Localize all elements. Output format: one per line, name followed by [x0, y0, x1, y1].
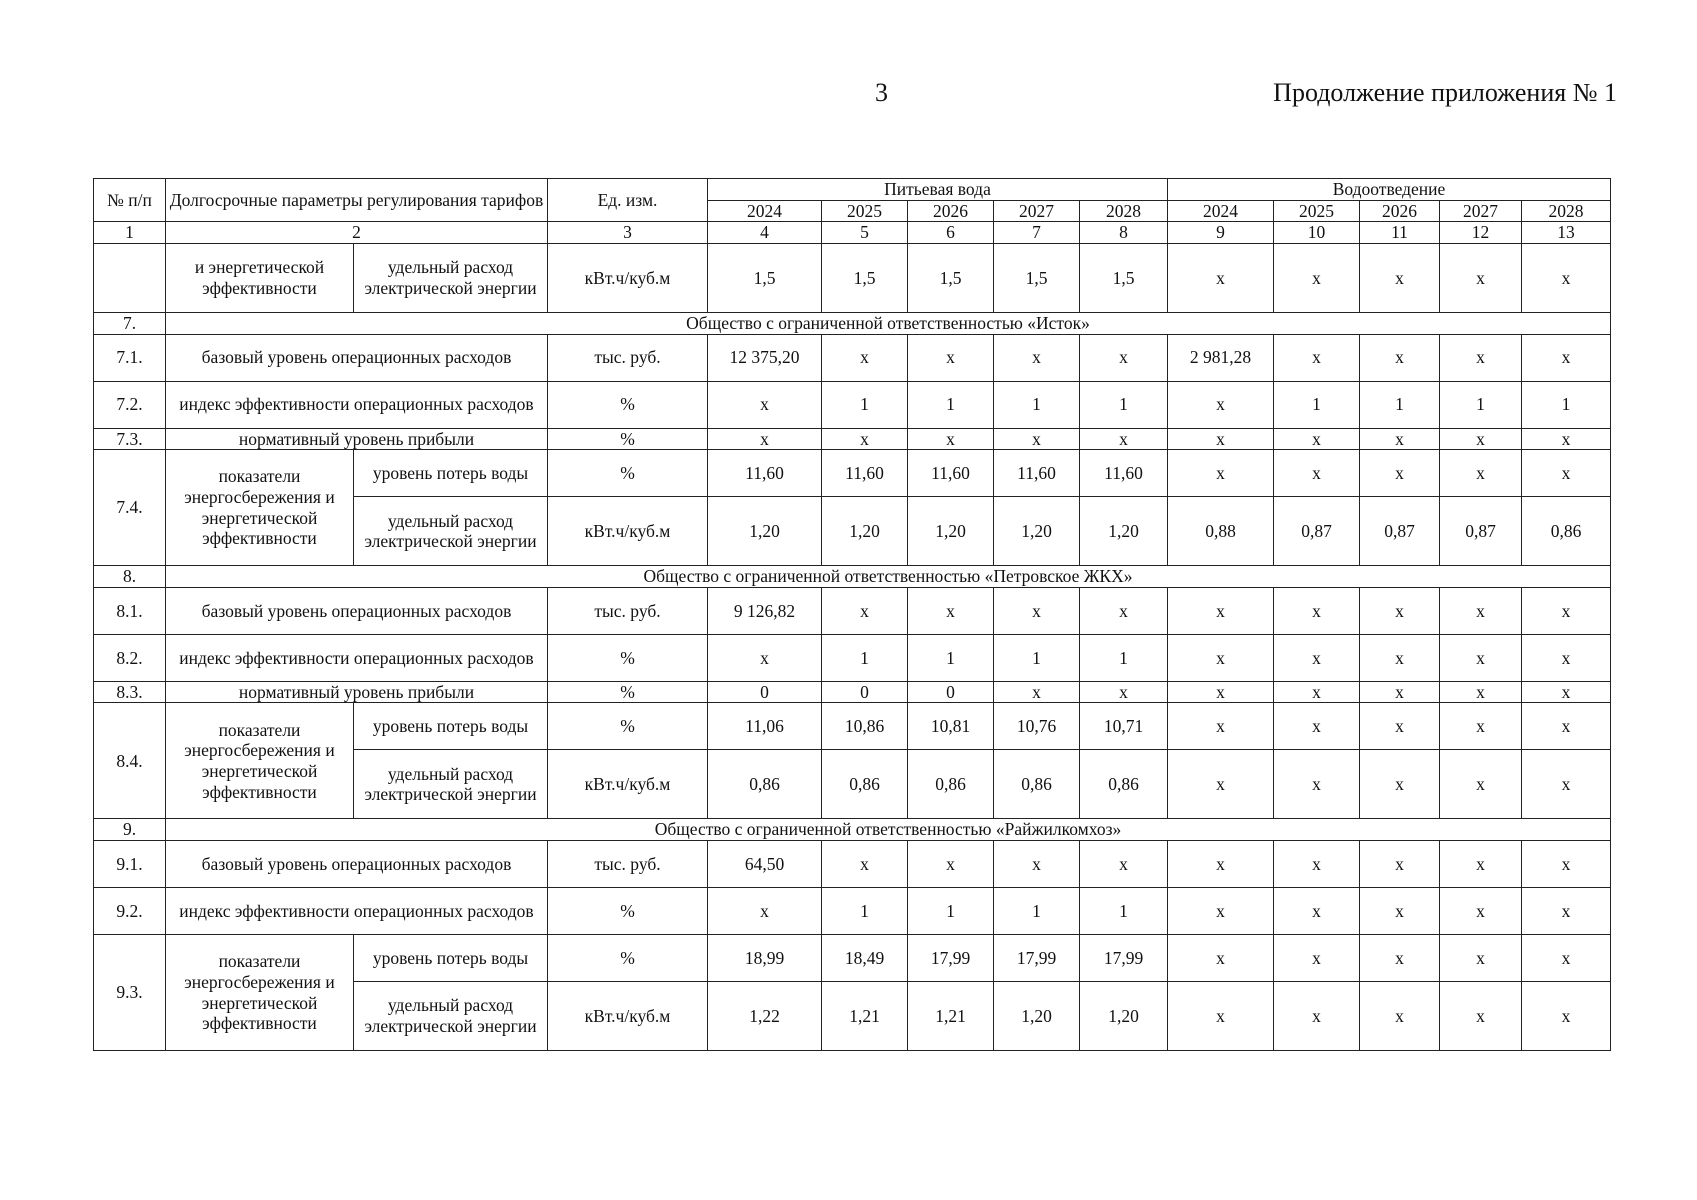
section-row: [94, 819, 1611, 841]
param-label: базовый уровень операционных расходов: [166, 587, 548, 634]
value-cell: х: [1522, 587, 1611, 634]
value-cell: х: [1360, 750, 1440, 819]
value-cell: х: [1522, 982, 1611, 1051]
unit-cell: тыс. руб.: [548, 334, 708, 381]
value-cell: 1: [822, 634, 908, 681]
value-cell: 17,99: [994, 935, 1080, 982]
table-row: [94, 334, 1611, 381]
value-cell: 9 126,82: [708, 587, 822, 634]
value-cell: х: [908, 841, 994, 888]
value-cell: 11,60: [1080, 450, 1168, 497]
value-cell: х: [908, 334, 994, 381]
value-cell: 1,20: [708, 497, 822, 566]
value-cell: 0,86: [1522, 497, 1611, 566]
value-cell: х: [1522, 634, 1611, 681]
value-cell: 0: [708, 681, 822, 703]
year-cell: 2028: [1522, 200, 1611, 222]
table-row: [94, 681, 1611, 703]
page-header: Продолжение приложения № 1: [1273, 78, 1617, 107]
num-cell: 7.3.: [94, 428, 166, 450]
num-cell: 8.1.: [94, 587, 166, 634]
value-cell: х: [1168, 750, 1274, 819]
colnum-cell: 5: [822, 222, 908, 244]
value-cell: 0,87: [1360, 497, 1440, 566]
tariff-parameters-table: [93, 178, 1611, 1051]
value-cell: 18,99: [708, 935, 822, 982]
colnum-cell: 4: [708, 222, 822, 244]
value-cell: х: [1360, 428, 1440, 450]
param-label: нормативный уровень прибыли: [166, 681, 548, 703]
value-cell: х: [1080, 428, 1168, 450]
value-cell: х: [1360, 334, 1440, 381]
value-cell: х: [1522, 450, 1611, 497]
unit-cell: %: [548, 703, 708, 750]
table-row: [94, 888, 1611, 935]
value-cell: 1: [994, 634, 1080, 681]
value-cell: 1: [1080, 634, 1168, 681]
unit-cell: %: [548, 935, 708, 982]
header-row-colnums: [94, 222, 1611, 244]
unit-cell: %: [548, 450, 708, 497]
section-title: Общество с ограниченной ответственностью «Райжилкомхоз»: [166, 819, 1611, 841]
value-cell: х: [1274, 841, 1360, 888]
value-cell: х: [1274, 634, 1360, 681]
value-cell: х: [822, 841, 908, 888]
value-cell: 0: [822, 681, 908, 703]
value-cell: х: [1522, 334, 1611, 381]
value-cell: х: [1522, 681, 1611, 703]
value-cell: х: [708, 888, 822, 935]
value-cell: х: [708, 381, 822, 428]
value-cell: 0,87: [1274, 497, 1360, 566]
colnum-cell: 7: [994, 222, 1080, 244]
value-cell: х: [1440, 243, 1522, 312]
value-cell: х: [1522, 428, 1611, 450]
value-cell: х: [1274, 888, 1360, 935]
value-cell: х: [1360, 634, 1440, 681]
value-cell: х: [1522, 243, 1611, 312]
value-cell: х: [1080, 587, 1168, 634]
value-cell: 1: [1360, 381, 1440, 428]
value-cell: х: [1360, 703, 1440, 750]
value-cell: 1: [822, 888, 908, 935]
value-cell: х: [994, 334, 1080, 381]
value-cell: 1,20: [994, 982, 1080, 1051]
param-sub-label: удельный расход электрической энергии: [354, 497, 548, 566]
colnum-cell: 12: [1440, 222, 1522, 244]
value-cell: х: [1440, 681, 1522, 703]
value-cell: х: [1360, 982, 1440, 1051]
value-cell: х: [1522, 935, 1611, 982]
value-cell: х: [1168, 428, 1274, 450]
section-row: [94, 312, 1611, 334]
value-cell: х: [1274, 243, 1360, 312]
value-cell: х: [1168, 841, 1274, 888]
value-cell: 1: [822, 381, 908, 428]
value-cell: х: [1440, 982, 1522, 1051]
value-cell: 12 375,20: [708, 334, 822, 381]
value-cell: 11,60: [708, 450, 822, 497]
unit-cell: тыс. руб.: [548, 587, 708, 634]
param-label: базовый уровень операционных расходов: [166, 334, 548, 381]
value-cell: х: [1274, 935, 1360, 982]
value-cell: 2 981,28: [1168, 334, 1274, 381]
value-cell: х: [822, 428, 908, 450]
value-cell: х: [994, 587, 1080, 634]
value-cell: х: [1168, 450, 1274, 497]
value-cell: х: [1440, 703, 1522, 750]
section-title: Общество с ограниченной ответственностью «Исток»: [166, 312, 1611, 334]
param-label: индекс эффективности операционных расходов: [166, 634, 548, 681]
colnum-cell: 13: [1522, 222, 1611, 244]
value-cell: 0,86: [994, 750, 1080, 819]
num-cell: 8.3.: [94, 681, 166, 703]
value-cell: х: [1274, 587, 1360, 634]
value-cell: х: [1274, 334, 1360, 381]
value-cell: 1,5: [908, 243, 994, 312]
num-cell: 8.4.: [94, 703, 166, 819]
value-cell: х: [908, 587, 994, 634]
value-cell: х: [1274, 750, 1360, 819]
param-sub-label: уровень потерь воды: [354, 450, 548, 497]
value-cell: х: [994, 841, 1080, 888]
value-cell: 0,86: [1080, 750, 1168, 819]
section-num: 7.: [94, 312, 166, 334]
param-label: базовый уровень операционных расходов: [166, 841, 548, 888]
value-cell: 64,50: [708, 841, 822, 888]
value-cell: х: [1360, 450, 1440, 497]
value-cell: х: [1274, 681, 1360, 703]
value-cell: 11,60: [908, 450, 994, 497]
header-unit: Ед. изм.: [548, 179, 708, 222]
colnum-cell: 3: [548, 222, 708, 244]
param-label: показатели энергосбережения и энергетической эффективности: [166, 935, 354, 1051]
header-row-1: [94, 179, 1611, 201]
unit-cell: %: [548, 634, 708, 681]
value-cell: 10,86: [822, 703, 908, 750]
value-cell: х: [1168, 381, 1274, 428]
value-cell: х: [822, 334, 908, 381]
header-num: № п/п: [94, 179, 166, 222]
value-cell: х: [1522, 703, 1611, 750]
num-cell: 9.2.: [94, 888, 166, 935]
value-cell: 1,20: [994, 497, 1080, 566]
value-cell: х: [1360, 935, 1440, 982]
unit-cell: кВт.ч/куб.м: [548, 982, 708, 1051]
value-cell: х: [1360, 243, 1440, 312]
value-cell: х: [1522, 750, 1611, 819]
value-cell: х: [1080, 334, 1168, 381]
value-cell: 0,88: [1168, 497, 1274, 566]
value-cell: 1,20: [822, 497, 908, 566]
table-row: [94, 587, 1611, 634]
unit-cell: %: [548, 381, 708, 428]
value-cell: х: [1360, 587, 1440, 634]
table-row: [94, 634, 1611, 681]
colnum-cell: 11: [1360, 222, 1440, 244]
year-cell: 2026: [1360, 200, 1440, 222]
param-label: и энергетической эффективности: [166, 243, 354, 312]
value-cell: 11,60: [822, 450, 908, 497]
value-cell: х: [1080, 681, 1168, 703]
table-row: [94, 243, 1611, 312]
value-cell: х: [1168, 634, 1274, 681]
param-sub-label: удельный расход электрической энергии: [354, 982, 548, 1051]
value-cell: х: [1440, 450, 1522, 497]
value-cell: 1,5: [822, 243, 908, 312]
num-cell: 7.1.: [94, 334, 166, 381]
value-cell: 1: [994, 381, 1080, 428]
value-cell: 1: [1274, 381, 1360, 428]
value-cell: х: [1274, 982, 1360, 1051]
value-cell: 17,99: [908, 935, 994, 982]
param-label: индекс эффективности операционных расходов: [166, 888, 548, 935]
header-wastewater: Водоотведение: [1168, 179, 1611, 201]
num-cell: 9.3.: [94, 935, 166, 1051]
value-cell: х: [708, 428, 822, 450]
value-cell: х: [1168, 982, 1274, 1051]
unit-cell: %: [548, 428, 708, 450]
param-label: нормативный уровень прибыли: [166, 428, 548, 450]
year-cell: 2026: [908, 200, 994, 222]
value-cell: 1: [1080, 888, 1168, 935]
value-cell: х: [1274, 428, 1360, 450]
param-sub-label: уровень потерь воды: [354, 935, 548, 982]
value-cell: 18,49: [822, 935, 908, 982]
table-row: [94, 381, 1611, 428]
value-cell: 1: [1080, 381, 1168, 428]
year-cell: 2028: [1080, 200, 1168, 222]
param-label: показатели энергосбережения и энергетической эффективности: [166, 703, 354, 819]
year-cell: 2024: [1168, 200, 1274, 222]
param-label: показатели энергосбережения и энергетической эффективности: [166, 450, 354, 566]
unit-cell: кВт.ч/куб.м: [548, 497, 708, 566]
value-cell: х: [1522, 841, 1611, 888]
value-cell: 1: [908, 634, 994, 681]
value-cell: х: [994, 428, 1080, 450]
table-row: [94, 703, 1611, 750]
value-cell: 0: [908, 681, 994, 703]
value-cell: 1,20: [908, 497, 994, 566]
value-cell: 11,06: [708, 703, 822, 750]
num-cell: 7.2.: [94, 381, 166, 428]
section-row: [94, 566, 1611, 588]
value-cell: х: [994, 681, 1080, 703]
value-cell: 1: [1440, 381, 1522, 428]
value-cell: х: [1440, 334, 1522, 381]
year-cell: 2025: [1274, 200, 1360, 222]
colnum-cell: 8: [1080, 222, 1168, 244]
param-sub-label: удельный расход электрической энергии: [354, 243, 548, 312]
value-cell: х: [908, 428, 994, 450]
value-cell: 1: [994, 888, 1080, 935]
value-cell: х: [1360, 888, 1440, 935]
value-cell: х: [1440, 634, 1522, 681]
value-cell: 1,5: [994, 243, 1080, 312]
value-cell: х: [1440, 841, 1522, 888]
num-cell: 7.4.: [94, 450, 166, 566]
value-cell: х: [1440, 428, 1522, 450]
value-cell: 1,5: [708, 243, 822, 312]
value-cell: 1: [1522, 381, 1611, 428]
table-row: [94, 841, 1611, 888]
unit-cell: кВт.ч/куб.м: [548, 243, 708, 312]
section-title: Общество с ограниченной ответственностью «Петровское ЖКХ»: [166, 566, 1611, 588]
unit-cell: тыс. руб.: [548, 841, 708, 888]
value-cell: 11,60: [994, 450, 1080, 497]
section-num: 9.: [94, 819, 166, 841]
colnum-cell: 6: [908, 222, 994, 244]
year-cell: 2027: [1440, 200, 1522, 222]
unit-cell: %: [548, 888, 708, 935]
colnum-cell: 1: [94, 222, 166, 244]
value-cell: х: [1168, 703, 1274, 750]
value-cell: х: [1440, 750, 1522, 819]
value-cell: х: [1274, 450, 1360, 497]
value-cell: 0,86: [822, 750, 908, 819]
num-cell: 8.2.: [94, 634, 166, 681]
year-cell: 2024: [708, 200, 822, 222]
value-cell: х: [1360, 841, 1440, 888]
value-cell: х: [822, 587, 908, 634]
header-drinking-water: Питьевая вода: [708, 179, 1168, 201]
year-cell: 2027: [994, 200, 1080, 222]
value-cell: 1: [908, 381, 994, 428]
value-cell: 0,86: [908, 750, 994, 819]
header-param: Долгосрочные параметры регулирования тарифов: [166, 179, 548, 222]
year-cell: 2025: [822, 200, 908, 222]
colnum-cell: 9: [1168, 222, 1274, 244]
value-cell: х: [1440, 888, 1522, 935]
param-label: индекс эффективности операционных расходов: [166, 381, 548, 428]
unit-cell: %: [548, 681, 708, 703]
value-cell: 10,76: [994, 703, 1080, 750]
table-row: [94, 935, 1611, 982]
value-cell: 1,21: [822, 982, 908, 1051]
page-number: 3: [875, 78, 888, 107]
value-cell: 1,5: [1080, 243, 1168, 312]
num-cell: 9.1.: [94, 841, 166, 888]
value-cell: х: [1440, 935, 1522, 982]
value-cell: 1: [908, 888, 994, 935]
value-cell: 0,86: [708, 750, 822, 819]
value-cell: х: [1080, 841, 1168, 888]
value-cell: 0,87: [1440, 497, 1522, 566]
value-cell: х: [1440, 587, 1522, 634]
value-cell: х: [1522, 888, 1611, 935]
value-cell: х: [1360, 681, 1440, 703]
value-cell: х: [1168, 888, 1274, 935]
param-sub-label: уровень потерь воды: [354, 703, 548, 750]
value-cell: 10,81: [908, 703, 994, 750]
value-cell: х: [1168, 587, 1274, 634]
value-cell: х: [1168, 681, 1274, 703]
value-cell: 1,21: [908, 982, 994, 1051]
unit-cell: кВт.ч/куб.м: [548, 750, 708, 819]
table-row: [94, 450, 1611, 497]
value-cell: х: [1168, 935, 1274, 982]
value-cell: 10,71: [1080, 703, 1168, 750]
value-cell: 1,20: [1080, 982, 1168, 1051]
value-cell: 1,22: [708, 982, 822, 1051]
colnum-cell: 2: [166, 222, 548, 244]
colnum-cell: 10: [1274, 222, 1360, 244]
param-sub-label: удельный расход электрической энергии: [354, 750, 548, 819]
section-num: 8.: [94, 566, 166, 588]
value-cell: х: [1168, 243, 1274, 312]
value-cell: 1,20: [1080, 497, 1168, 566]
num-cell: [94, 243, 166, 312]
value-cell: х: [1274, 703, 1360, 750]
value-cell: 17,99: [1080, 935, 1168, 982]
value-cell: х: [708, 634, 822, 681]
table-row: [94, 428, 1611, 450]
